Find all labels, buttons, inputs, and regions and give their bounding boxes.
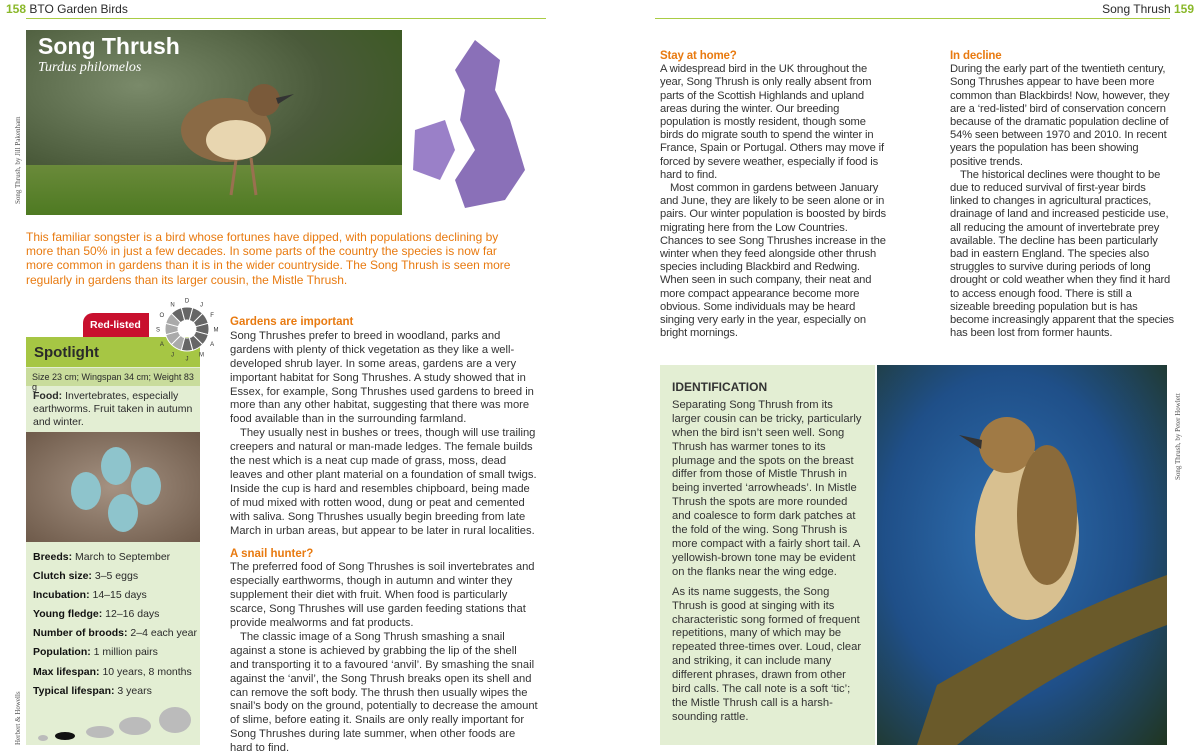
size-comparison-silhouettes bbox=[35, 700, 195, 745]
fact-population: Population: 1 million pairs bbox=[33, 646, 158, 659]
calendar-month-label: M bbox=[213, 327, 219, 334]
calendar-month-label: J bbox=[200, 302, 203, 309]
food-info: Food: Invertebrates, especially earthworms. Fruit taken in autumn and winter. bbox=[33, 390, 193, 428]
breeding-facts bbox=[33, 548, 197, 701]
illustration-credit: Herbert & Howells bbox=[14, 691, 22, 745]
column-left-main: Gardens are important Song Thrushes prefer to breed in woodland, parks and gardens with plenty of thick vegetation as they like a well-developed shrub layer. In some areas, gardens are a very important habitat for Song Thrushes. A study showed that in Essex, for example, Song Thrushes used gardens to breed in more than any other habitat, suggesting that there was more food available than in the surrounding farmland. They usually nest in bushes or trees, though will use trailing creepers and natural or man-made ledges. The female builds the nest which is a neat cup made of grass, moss, dead leaves and other plant material on a foundation of small twigs. Inside the cup is hard and resembles chipboard, being made of mud mixed with rotten wood, dung or peat and cemented with saliva. Song Thrushes usually begin breeding from late March in urban areas, but appear to be later in rural localities. A snail hunter? The preferred food of Song Thrushes is soil invertebrates and especially earthworms, though in autumn and winter they supplement their diet with fruit. When food is particularly scarce, Song Thrushes will use garden feeding stations that provide mealworms and fat products. The classic image of a Song Thrush smashing a snail against a stone is achieved by grabbing the lip of the shell and transporting it to a favoured ‘anvil’. By smashing the snail against the ‘anvil’, the Song Thrush breaks open its shell and can remove the soft body. The thrush then usually wipes the snail’s body on the ground, potentially to decrease the amount of slime, before eating it. Snails are only really important for Song Thrushes during late summer, when other foods are hard to find. bbox=[230, 316, 538, 755]
species-title: Song Thrush bbox=[38, 33, 180, 59]
fact-max-lifespan: Max lifespan: 10 years, 8 months bbox=[33, 665, 192, 678]
size-info: Size 23 cm; Wingspan 34 cm; Weight 83 g bbox=[26, 368, 200, 386]
photo-credit-right: Song Thrush, by Peter Howlett bbox=[1174, 393, 1182, 480]
fact-breeds: Breeds: March to September bbox=[33, 551, 171, 563]
calendar-month-label: M bbox=[199, 352, 204, 359]
bird-illustration bbox=[176, 60, 296, 200]
fact-broods: Number of broods: 2–4 each year bbox=[33, 627, 197, 640]
intro-text: This familiar songster is a bird whose fortunes have dipped, with populations declining by more than 50% in just a few decades. In some parts of the country the species is now far more common in gardens than it is in the wider countryside. The Song Thrush is seen more regularly in gardens than its larger cousin, the Mistle Thrush. bbox=[26, 230, 511, 287]
photo-credit: Song Thrush, by Jill Pakenham bbox=[14, 116, 22, 204]
calendar-month-label: O bbox=[159, 313, 165, 319]
red-listed-badge: Red-listed bbox=[83, 313, 149, 337]
header-rule-right bbox=[655, 18, 1170, 19]
column-in-decline: In decline During the early part of the twentieth century, Song Thrushes appear to have been more common than Blackbirds! Now, however, they are a ‘red-listed’ bird of conservation concern because of the dramatic population decline of 54% seen between 1970 and 2010. In recent years the population has been showing positive trends. The historical declines were thought to be due to reduced survival of first-year birds linked to changes in agricultural practices, drainage of land and increased pesticide use, all reducing the amount of invertebrate prey available. The decline has been particularly bad in eastern England. The species also struggles to survive during periods of long drought or cold weather when they find it hard to access enough food. There is still a sizeable breeding population but is has become increasingly apparent that the species has been lost from former haunts. bbox=[950, 50, 1174, 340]
month-calendar-wheel bbox=[150, 293, 225, 368]
calendar-month-label: A bbox=[210, 342, 215, 348]
spotlight-heading: Spotlight bbox=[26, 337, 200, 367]
left-running-header: 158 BTO Garden Birds bbox=[6, 2, 128, 16]
calendar-month-label: F bbox=[210, 313, 214, 319]
perched-bird-illustration bbox=[877, 365, 1167, 745]
calendar-month-label: J bbox=[171, 352, 174, 359]
song-thrush-perched-photo bbox=[877, 365, 1167, 745]
fact-incubation: Incubation: 14–15 days bbox=[33, 589, 147, 602]
fact-fledge: Young fledge: 12–16 days bbox=[33, 608, 160, 621]
calendar-month-label: J bbox=[185, 356, 189, 363]
calendar-month-label: N bbox=[170, 302, 175, 309]
header-rule-left bbox=[26, 18, 546, 19]
fact-typical-lifespan: Typical lifespan: 3 years bbox=[33, 684, 152, 697]
eggs-photo bbox=[26, 432, 200, 542]
fact-clutch: Clutch size: 3–5 eggs bbox=[33, 570, 139, 583]
calendar-month-label: D bbox=[184, 298, 190, 305]
calendar-month-label: A bbox=[159, 342, 164, 348]
species-latin-name: Turdus philomelos bbox=[38, 60, 142, 75]
calendar-month-label: S bbox=[155, 327, 161, 334]
identification-box: IDENTIFICATION Separating Song Thrush from its larger cousin can be tricky, particularly when the bird isn’t seen well. Song Thrush has warmer tones to its plumage and the spots on the breast differ from those of Mistle Thrush in being inverted ‘arrowheads’. In Mistle Thrush the spots are more rounded and coalesce to form dark patches at the fold of the wing. Song Thrush is more compact with a fairly short tail. A yellowish-brown tone may be evident on the flanks near the wing edge. As its name suggests, the Song Thrush is good at singing with its characteristic song formed of frequent repetitions, many of which may be repeated three-times over. Loud, clear and striking, it can include many different phrases, drawn from other bird calls. The call note is a soft ‘tic’; the Mistle Thrush call is a harsh-sounding rattle. bbox=[660, 365, 875, 745]
right-running-header: Song Thrush 159 bbox=[1102, 2, 1194, 16]
column-stay-at-home: Stay at home? A widespread bird in the UK throughout the year, Song Thrush is only really absent from parts of the Scottish Highlands and upland areas during the winter. Our breeding population is mostly resident, though some birds do migrate south to spend the winter in France, Spain or Portugal. Others may move if forced by severe weather, especially if food is hard to find. Most common in gardens between January and June, they are likely to be seen alone or in pairs. Our winter population is boosted by birds migrating here from the Low Countries. Chances to see Song Thrushes increase in the winter when they feed alongside other thrush species including Blackbird and Redwing. When seen in such company, their neat and more compact appearance become more obvious. Some individuals may be heard singing very early in the year, especially on bright mornings. bbox=[660, 50, 886, 340]
distribution-map bbox=[405, 30, 530, 215]
